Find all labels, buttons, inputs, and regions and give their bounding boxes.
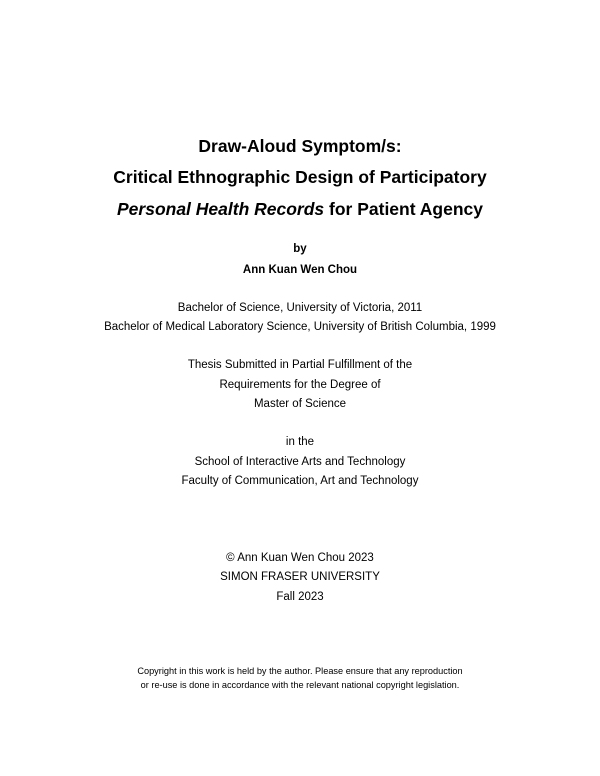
copyright-holder: © Ann Kuan Wen Chou 2023	[226, 552, 374, 564]
title-italic-phrase: Personal Health Records	[117, 199, 325, 219]
author-name: Ann Kuan Wen Chou	[242, 264, 358, 276]
copyright-notice-line-1: Copyright in this work is held by the author. Please ensure that any reproduction	[137, 666, 463, 676]
copyright-notice-line-2: or re-use is done in accordance with the relevant national copyright legislation.	[140, 680, 460, 690]
degree-1: Bachelor of Science, University of Victoria, 2011	[177, 302, 423, 314]
university-name: SIMON FRASER UNIVERSITY	[220, 571, 380, 583]
in-the: in the	[285, 436, 315, 448]
school-name: School of Interactive Arts and Technology	[194, 456, 406, 468]
submission-line-2: Requirements for the Degree of	[219, 379, 381, 391]
degree-name: Master of Science	[253, 398, 347, 410]
title-line-3	[0, 197, 600, 221]
faculty-name: Faculty of Communication, Art and Technology	[181, 475, 419, 487]
title-line-3-rest: for Patient Agency	[324, 199, 483, 219]
title-line-1: Draw-Aloud Symptom/s:	[198, 136, 402, 156]
term-year: Fall 2023	[276, 591, 324, 603]
byline-by: by	[293, 243, 307, 255]
degree-2: Bachelor of Medical Laboratory Science, University of British Columbia, 1999	[104, 321, 496, 333]
title-line-2: Critical Ethnographic Design of Participatory	[113, 167, 487, 187]
submission-line-1: Thesis Submitted in Partial Fulfillment of the	[187, 359, 413, 371]
